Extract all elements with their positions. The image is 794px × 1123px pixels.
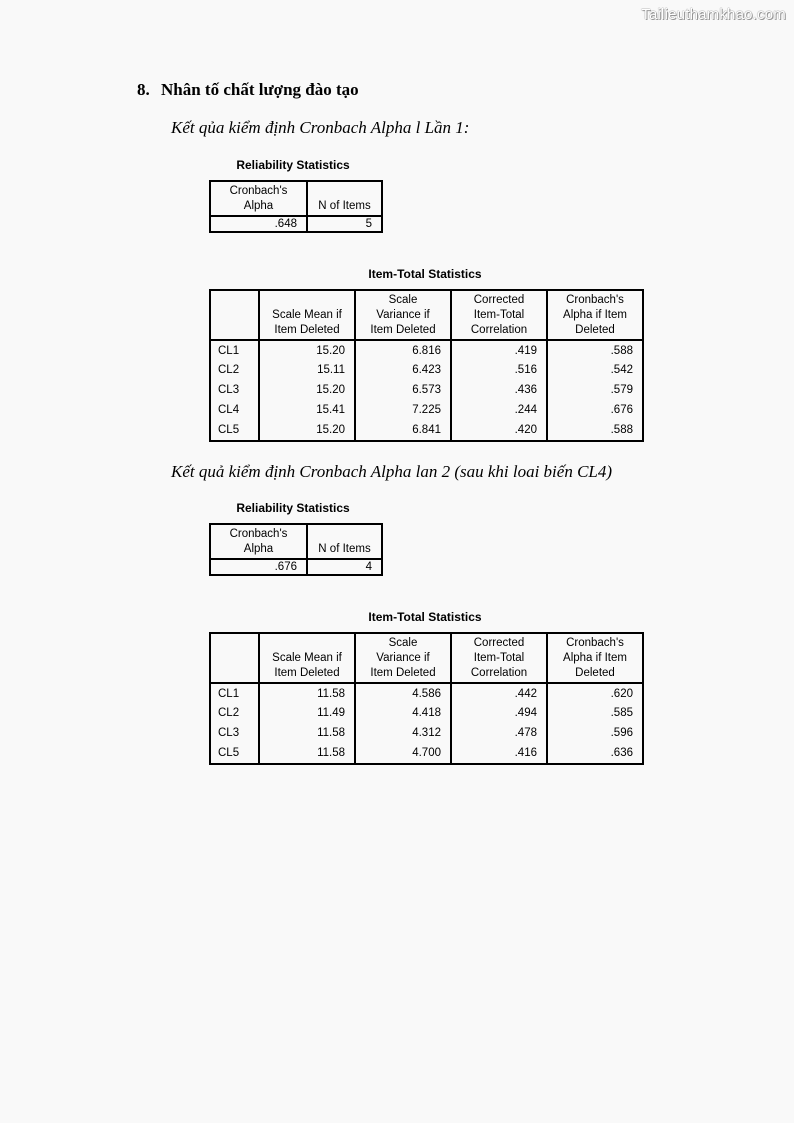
item-label: CL1: [210, 683, 259, 703]
col-cronbach-alpha: Cronbach's Alpha: [210, 181, 307, 216]
scale-mean-cell: 15.20: [259, 380, 355, 400]
alpha-if-deleted-cell: .579: [547, 380, 643, 400]
col-scale-mean: Scale Mean if Item Deleted: [259, 290, 355, 340]
run2-reliability-title: Reliability Statistics: [236, 501, 350, 515]
alpha-if-deleted-cell: .588: [547, 340, 643, 360]
run2-item-total-title: Item-Total Statistics: [368, 610, 482, 624]
scale-variance-cell: 7.225: [355, 400, 451, 420]
scale-mean-cell: 11.49: [259, 703, 355, 723]
col-n-items: N of Items: [307, 524, 382, 559]
alpha-value: .676: [210, 559, 307, 575]
table-row: [210, 340, 643, 360]
alpha-value: .648: [210, 216, 307, 232]
scale-variance-cell: 6.423: [355, 360, 451, 380]
col-item: [210, 290, 259, 340]
table-row: [210, 743, 643, 764]
table-row: [210, 380, 643, 400]
corrected-correlation-cell: .494: [451, 703, 547, 723]
alpha-if-deleted-cell: .636: [547, 743, 643, 764]
corrected-correlation-cell: .416: [451, 743, 547, 764]
col-n-items: N of Items: [307, 181, 382, 216]
run2-item-total-table: [209, 632, 644, 765]
scale-mean-cell: 15.41: [259, 400, 355, 420]
run1-item-total-title: Item-Total Statistics: [368, 267, 482, 281]
scale-variance-cell: 6.816: [355, 340, 451, 360]
alpha-if-deleted-cell: .620: [547, 683, 643, 703]
scale-variance-cell: 4.312: [355, 723, 451, 743]
section-heading: [137, 80, 359, 100]
scale-mean-cell: 15.20: [259, 340, 355, 360]
col-cronbach-alpha: Cronbach's Alpha: [210, 524, 307, 559]
section-title: Nhân tố chất lượng đào tạo: [161, 80, 359, 99]
col-scale-variance: Scale Variance if Item Deleted: [355, 290, 451, 340]
col-corrected-correlation: Corrected Item-Total Correlation: [451, 633, 547, 683]
corrected-correlation-cell: .420: [451, 420, 547, 441]
col-item: [210, 633, 259, 683]
col-scale-mean: Scale Mean if Item Deleted: [259, 633, 355, 683]
corrected-correlation-cell: .478: [451, 723, 547, 743]
run1-reliability-title: Reliability Statistics: [236, 158, 350, 172]
section-number: 8.: [137, 80, 150, 99]
corrected-correlation-cell: .419: [451, 340, 547, 360]
n-items-value: 5: [307, 216, 382, 232]
alpha-if-deleted-cell: .596: [547, 723, 643, 743]
scale-variance-cell: 6.573: [355, 380, 451, 400]
alpha-if-deleted-cell: .585: [547, 703, 643, 723]
item-label: CL5: [210, 743, 259, 764]
run1-caption: Kết qủa kiểm định Cronbach Alpha l Lần 1:: [171, 118, 470, 137]
scale-variance-cell: 4.418: [355, 703, 451, 723]
item-label: CL2: [210, 360, 259, 380]
scale-variance-cell: 6.841: [355, 420, 451, 441]
alpha-if-deleted-cell: .542: [547, 360, 643, 380]
alpha-if-deleted-cell: .588: [547, 420, 643, 441]
scale-mean-cell: 11.58: [259, 723, 355, 743]
item-label: CL3: [210, 380, 259, 400]
scale-mean-cell: 15.11: [259, 360, 355, 380]
corrected-correlation-cell: .442: [451, 683, 547, 703]
table-row: [210, 683, 643, 703]
table-row: [210, 723, 643, 743]
table-row: [210, 703, 643, 723]
item-label: CL1: [210, 340, 259, 360]
item-label: CL2: [210, 703, 259, 723]
table-row: [210, 360, 643, 380]
run1-item-total-table: [209, 289, 644, 442]
run1-reliability-table: [209, 180, 383, 233]
scale-variance-cell: 4.700: [355, 743, 451, 764]
item-label: CL4: [210, 400, 259, 420]
scale-mean-cell: 15.20: [259, 420, 355, 441]
alpha-if-deleted-cell: .676: [547, 400, 643, 420]
corrected-correlation-cell: .244: [451, 400, 547, 420]
scale-mean-cell: 11.58: [259, 743, 355, 764]
col-alpha-if-deleted: Cronbach's Alpha if Item Deleted: [547, 290, 643, 340]
scale-mean-cell: 11.58: [259, 683, 355, 703]
item-label: CL5: [210, 420, 259, 441]
scale-variance-cell: 4.586: [355, 683, 451, 703]
run2-caption: Kết quả kiểm định Cronbach Alpha lan 2 (sau khi loai biến CL4): [171, 462, 613, 481]
corrected-correlation-cell: .436: [451, 380, 547, 400]
col-corrected-correlation: Corrected Item-Total Correlation: [451, 290, 547, 340]
table-row: [210, 420, 643, 441]
table-row: [210, 400, 643, 420]
item-label: CL3: [210, 723, 259, 743]
watermark: Tailieuthamkhao.com: [641, 6, 786, 23]
run2-reliability-table: [209, 523, 383, 576]
col-alpha-if-deleted: Cronbach's Alpha if Item Deleted: [547, 633, 643, 683]
col-scale-variance: Scale Variance if Item Deleted: [355, 633, 451, 683]
n-items-value: 4: [307, 559, 382, 575]
corrected-correlation-cell: .516: [451, 360, 547, 380]
